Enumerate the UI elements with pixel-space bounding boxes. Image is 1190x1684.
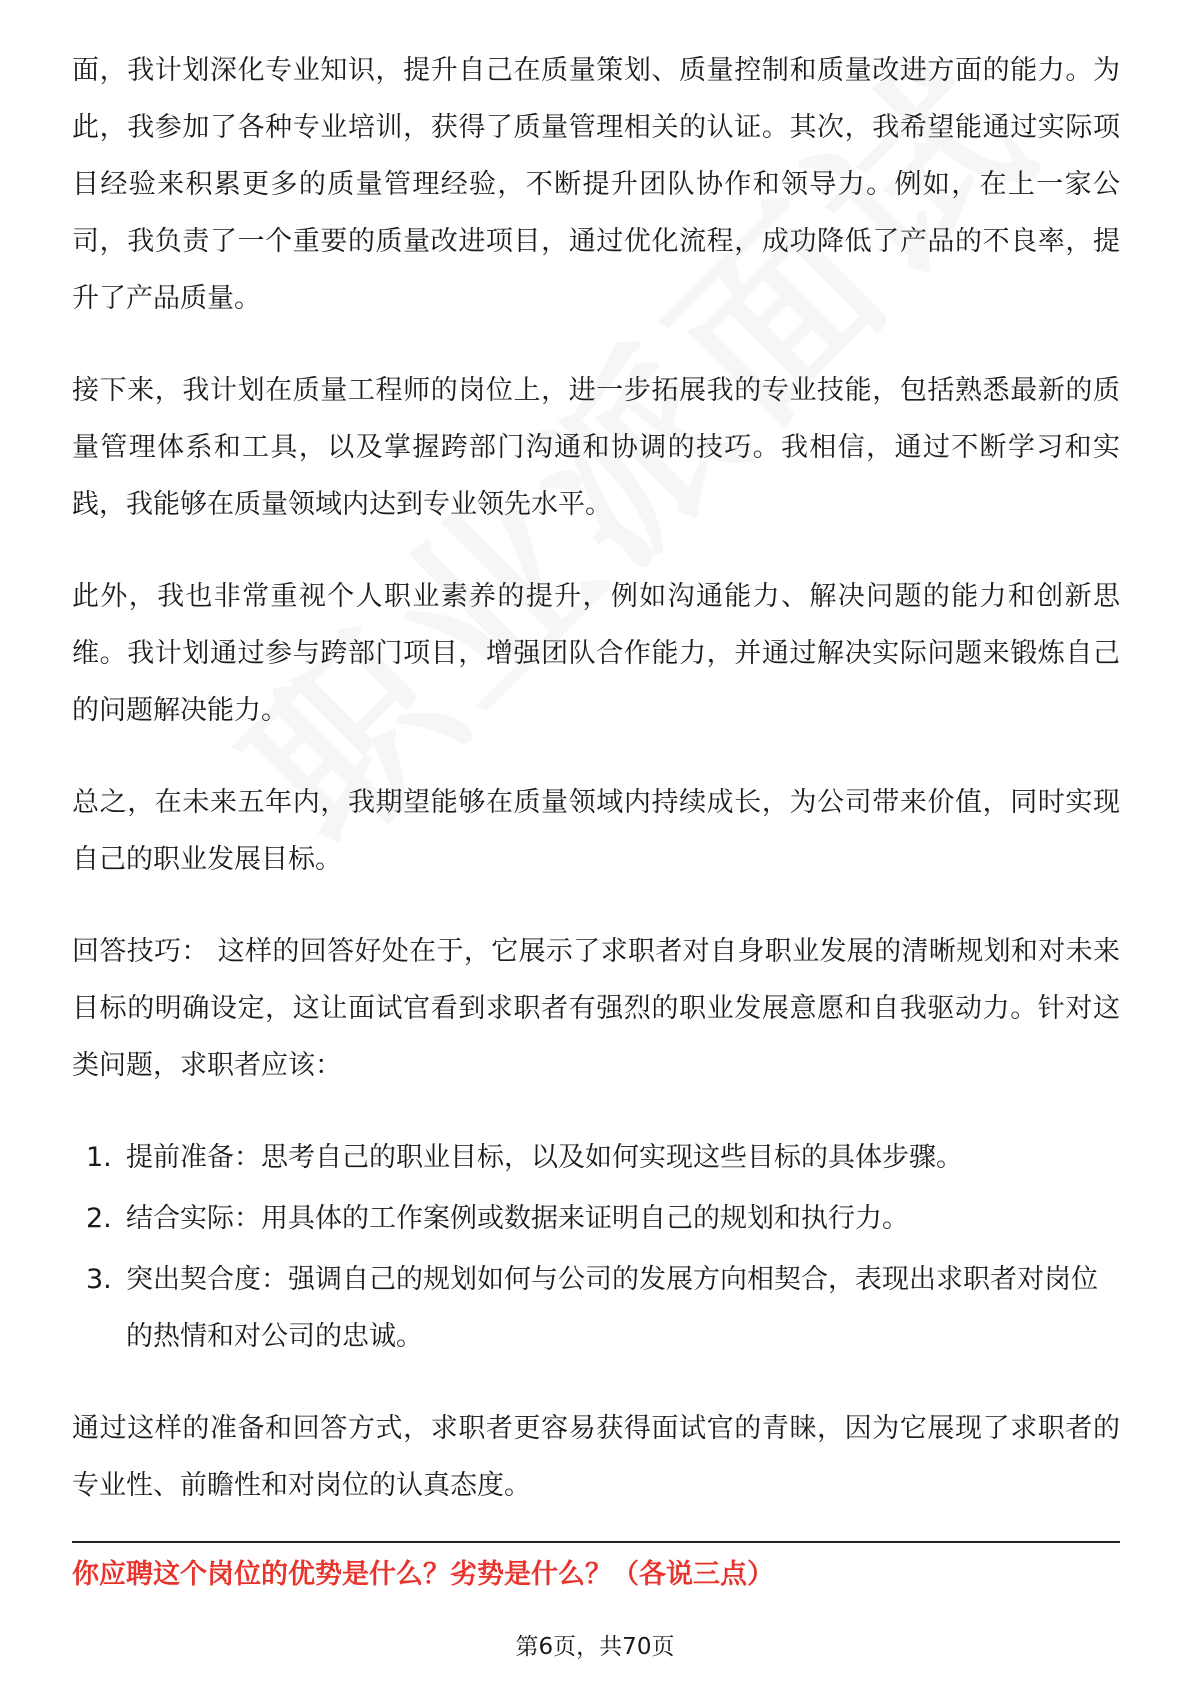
- list-item-number: 1.: [86, 1142, 112, 1173]
- paragraph-closing: 通过这样的准备和回答方式，求职者更容易获得面试官的青睐，因为它展现了求职者的专业性、前瞻性和对岗位的认真态度。: [72, 1413, 1120, 1501]
- paragraph-professional-quality: 此外，我也非常重视个人职业素养的提升，例如沟通能力、解决问题的能力和创新思维。我计划通过参与跨部门项目，增强团队合作能力，并通过解决实际问题来锻炼自己的问题解决能力。: [72, 581, 1120, 726]
- list-item-text: 突出契合度：强调自己的规划如何与公司的发展方向相契合，表现出求职者对岗位的热情和对公司的忠诚。: [126, 1264, 1098, 1352]
- page-content: [72, 42, 1120, 1549]
- paragraph-career-plan: 面，我计划深化专业知识，提升自己在质量策划、质量控制和质量改进方面的能力。为此，我参加了各种专业培训，获得了质量管理相关的认证。其次，我希望能通过实际项目经验来积累更多的质量管理经验，不断提升团队协作和领导力。例如，在上一家公司，我负责了一个重要的质量改进项目，通过优化流程，成功降低了产品的不良率，提升了产品质量。: [72, 55, 1120, 314]
- tips-list: [72, 1129, 1120, 1365]
- list-item-text: 提前准备：思考自己的职业目标，以及如何实现这些目标的具体步骤。: [126, 1142, 963, 1173]
- list-item-text: 结合实际：用具体的工作案例或数据来证明自己的规划和执行力。: [126, 1203, 909, 1234]
- list-item: [72, 1251, 1120, 1365]
- list-item: [72, 1190, 1120, 1247]
- list-item-number: 3.: [86, 1264, 112, 1295]
- next-question-heading: 你应聘这个岗位的优势是什么？劣势是什么？（各说三点）: [72, 1559, 774, 1590]
- list-item-number: 2.: [86, 1203, 112, 1234]
- paragraph-summary: 总之，在未来五年内，我期望能够在质量领域内持续成长，为公司带来价值，同时实现自己的职业发展目标。: [72, 787, 1120, 875]
- page-number-footer: 第6页，共70页: [515, 1634, 675, 1660]
- paragraph-answer-tips: 回答技巧： 这样的回答好处在于，它展示了求职者对自身职业发展的清晰规划和对未来目标的明确设定，这让面试官看到求职者有强烈的职业发展意愿和自我驱动力。针对这类问题，求职者应该：: [72, 936, 1120, 1081]
- list-item: [72, 1129, 1120, 1186]
- section-divider: [72, 1541, 1120, 1543]
- paragraph-next-steps: 接下来，我计划在质量工程师的岗位上，进一步拓展我的专业技能，包括熟悉最新的质量管理体系和工具，以及掌握跨部门沟通和协调的技巧。我相信，通过不断学习和实践，我能够在质量领域内达到专业领先水平。: [72, 375, 1120, 520]
